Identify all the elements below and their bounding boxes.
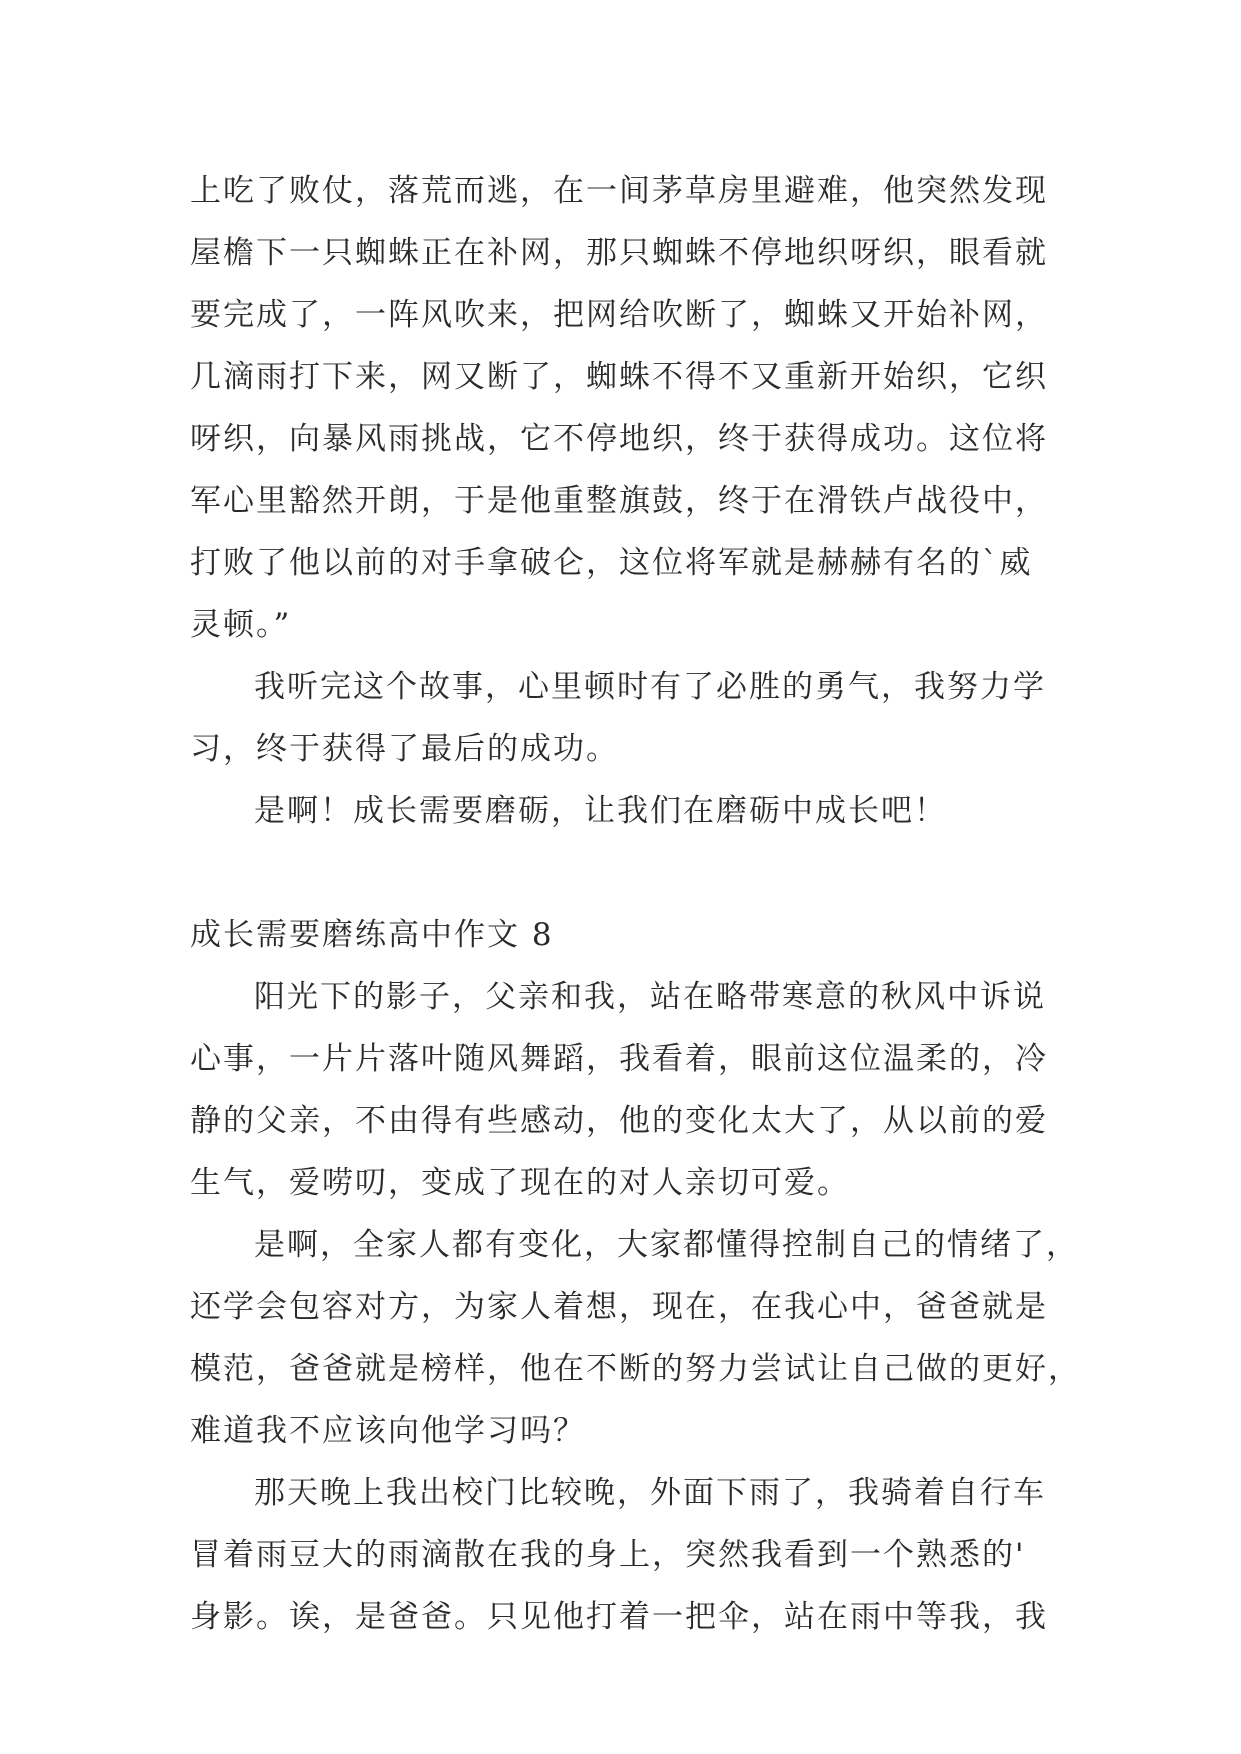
- text-line: 习，终于获得了最后的成功。: [190, 731, 619, 767]
- text-line: 屋檐下一只蜘蛛正在补网，那只蜘蛛不停地织呀织，眼看就: [190, 235, 1048, 271]
- paragraph-conclusion: [190, 780, 1070, 842]
- text-line: 我听完这个故事，心里顿时有了必胜的勇气，我努力学: [254, 669, 1046, 705]
- paragraph-father-change: [190, 966, 1070, 1214]
- text-line: 模范，爸爸就是榜样，他在不断的努力尝试让自己做的更好，: [190, 1351, 1081, 1387]
- text-line: 静的父亲，不由得有些感动，他的变化太大了，从以前的爱: [190, 1103, 1048, 1139]
- section-spacer: [190, 842, 1070, 904]
- text-line: 生气，爱唠叨，变成了现在的对人亲切可爱。: [190, 1165, 850, 1201]
- text-line: 身影。诶，是爸爸。只见他打着一把伞，站在雨中等我，我: [190, 1599, 1048, 1635]
- text-line: 冒着雨豆大的雨滴散在我的身上，突然我看到一个熟悉的': [190, 1537, 1026, 1573]
- paragraph-family-change: [190, 1214, 1081, 1462]
- text-line: 还学会包容对方，为家人着想，现在，在我心中，爸爸就是: [190, 1289, 1048, 1325]
- text-line: 那天晚上我出校门比较晚，外面下雨了，我骑着自行车: [254, 1475, 1046, 1511]
- text-line: 几滴雨打下来，网又断了，蜘蛛不得不又重新开始织，它织: [190, 359, 1048, 395]
- document-body: [190, 160, 1081, 1648]
- essay-heading: 成长需要磨练高中作文 8: [190, 917, 554, 953]
- text-line: 灵顿。”: [190, 607, 292, 643]
- text-line: 是啊！成长需要磨砺，让我们在磨砺中成长吧！: [254, 793, 947, 829]
- text-line: 心事，一片片落叶随风舞蹈，我看着，眼前这位温柔的，冷: [190, 1041, 1048, 1077]
- paragraph-courage: [190, 656, 1070, 780]
- text-line: 难道我不应该向他学习吗？: [190, 1413, 586, 1449]
- text-line: 打败了他以前的对手拿破仑，这位将军就是赫赫有名的`威: [190, 545, 1033, 581]
- text-line: 上吃了败仗，落荒而逃，在一间茅草房里避难，他突然发现: [190, 173, 1048, 209]
- text-line: 军心里豁然开朗，于是他重整旗鼓，终于在滑铁卢战役中，: [190, 483, 1048, 519]
- text-line: 要完成了，一阵风吹来，把网给吹断了，蜘蛛又开始补网，: [190, 297, 1048, 333]
- text-line: 是啊，全家人都有变化，大家都懂得控制自己的情绪了，: [254, 1227, 1079, 1263]
- paragraph-story-end: [190, 160, 1070, 656]
- text-line: 阳光下的影子，父亲和我，站在略带寒意的秋风中诉说: [254, 979, 1046, 1015]
- text-line: 呀织，向暴风雨挑战，它不停地织，终于获得成功。这位将: [190, 421, 1048, 457]
- paragraph-rainy-night: [190, 1462, 1070, 1648]
